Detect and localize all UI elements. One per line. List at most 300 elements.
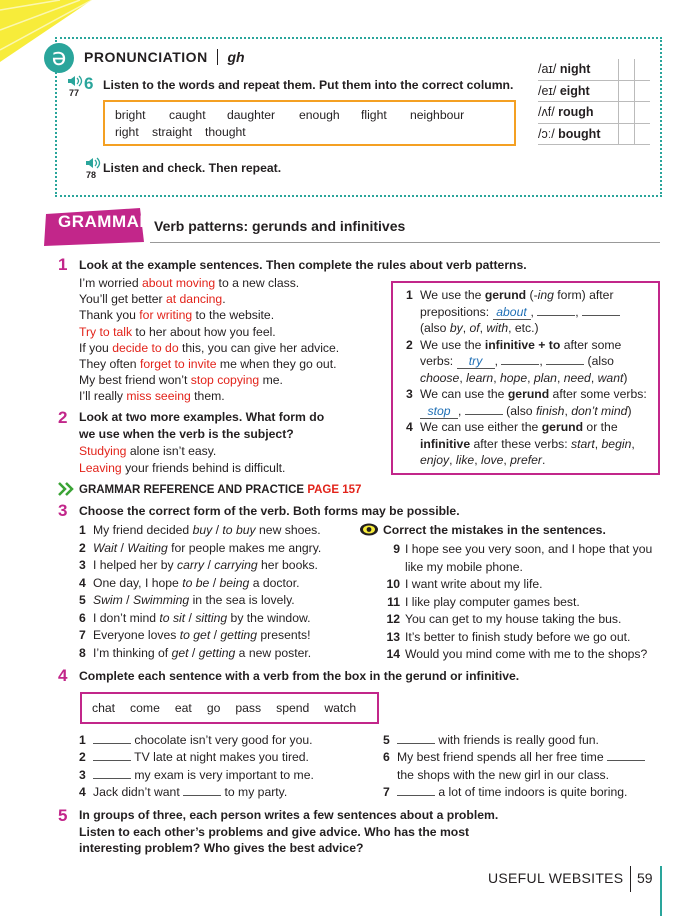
instruction-line: Look at two more examples. What form do — [79, 410, 325, 424]
text-part: , — [479, 321, 487, 335]
item-number: 9 — [393, 542, 400, 556]
option-separator: / — [122, 593, 133, 607]
exercise-number: 5 — [58, 806, 68, 825]
item-text — [405, 646, 647, 664]
text-part: form) after — [553, 288, 614, 302]
text-part: by — [449, 321, 463, 335]
text-part: My best friend spends all her free time — [397, 750, 607, 765]
text-part: a lot of time indoors is quite boring. — [435, 784, 628, 799]
highlight: forget to invite — [139, 357, 217, 372]
text-part: plan — [533, 370, 557, 385]
speaker-icon[interactable] — [67, 75, 83, 87]
answer-blank[interactable] — [607, 749, 645, 761]
text-part: need — [563, 370, 591, 385]
choice-item — [79, 645, 321, 663]
gap-fill-list — [383, 732, 663, 801]
highlight: at dancing — [165, 292, 223, 307]
rule-number: 4 — [406, 420, 413, 434]
item-number: 4 — [79, 575, 86, 590]
text-part: hope — [499, 370, 528, 385]
footer-divider — [630, 866, 631, 892]
text-part: gerund — [507, 387, 550, 401]
choice-list — [79, 522, 321, 662]
item-text: One day, I hope — [93, 575, 183, 590]
text-part: learn — [466, 370, 494, 385]
verb-option: eat — [174, 700, 192, 715]
option[interactable]: carrying — [214, 558, 258, 572]
track-number: 77 — [69, 88, 80, 98]
text-part: finish — [535, 403, 565, 418]
word-item: enough — [299, 108, 340, 122]
text-part: (also — [420, 321, 450, 335]
text-part: We can use either the — [420, 420, 542, 434]
text-part: , — [631, 436, 635, 451]
mistakes-list — [383, 541, 663, 664]
option[interactable]: getting — [220, 628, 257, 642]
sentence-text: me. — [259, 373, 283, 388]
answer-cell[interactable] — [618, 124, 634, 145]
exercise-instruction: Choose the correct form of the verb. Both forms may be possible. — [79, 504, 460, 518]
text-part: , — [503, 453, 511, 467]
item-text — [405, 611, 621, 629]
pronunciation-sound: gh — [227, 49, 245, 65]
verb-box — [80, 692, 379, 724]
grammar-heading: Verb patterns: gerunds and infinitives — [154, 218, 406, 234]
highlight: Leaving — [79, 460, 122, 475]
text-part: enjoy — [420, 453, 450, 467]
answer-cell[interactable] — [618, 59, 634, 80]
item-number: 5 — [383, 733, 390, 747]
verb-option: come — [130, 700, 160, 715]
item-text — [397, 784, 627, 801]
pronunciation-title: PRONUNCIATION — [84, 49, 208, 65]
text-part: , — [449, 453, 456, 467]
mistake-item — [383, 541, 663, 576]
sentence-text: My best friend won’t — [79, 373, 191, 388]
rule-number: 3 — [406, 387, 413, 401]
item-text: I’m thinking of — [93, 645, 172, 660]
option[interactable]: carry — [177, 558, 205, 572]
sentence-text: alone isn’t easy. — [126, 444, 217, 458]
example-sentence — [79, 356, 339, 372]
item-text: a doctor. — [249, 575, 300, 590]
pronunciation-header — [84, 49, 245, 67]
item-number: 2 — [79, 540, 86, 555]
verb-option: chat — [92, 700, 116, 715]
item-number: 13 — [386, 629, 400, 644]
track-number: 78 — [86, 170, 97, 180]
answer-cell[interactable] — [634, 124, 650, 145]
heading-rule — [150, 242, 660, 243]
text-part: We can use the — [420, 387, 508, 401]
rule-number: 2 — [406, 337, 413, 352]
item-number: 6 — [79, 610, 86, 625]
text-line — [397, 784, 627, 801]
item-text: Jack didn’t want — [93, 784, 184, 799]
instruction-line: we use when the verb is the subject? — [79, 426, 294, 441]
item-text — [397, 749, 645, 784]
text-part: , — [459, 370, 467, 385]
choice-item — [79, 522, 321, 540]
text-line: Would you mind come with me to the shops? — [405, 647, 648, 661]
item-number: 10 — [386, 577, 400, 591]
instruction-line: interesting problem? Who gives the best advice? — [79, 841, 364, 855]
rule-item: 2 We use the infinitive + to after some verbs: try , , (also choose, learn, hope, plan, need, want) — [406, 337, 628, 385]
text-part: , — [527, 370, 534, 385]
rule-number: 1 — [406, 288, 413, 302]
word-row — [115, 124, 514, 141]
item-text — [405, 541, 652, 576]
text-part: (also — [584, 354, 614, 368]
example-word: eight — [556, 83, 590, 98]
exercise-number: 1 — [58, 255, 68, 274]
mistake-item — [383, 611, 663, 629]
answer-blank[interactable] — [397, 732, 435, 744]
pronunciation-symbol — [44, 43, 74, 73]
item-number: 2 — [79, 750, 86, 765]
sentence-text: Thank you — [79, 308, 140, 323]
text-part: , — [493, 370, 500, 385]
sentence-text: me when they go out. — [216, 357, 337, 372]
text-part: or the — [583, 420, 618, 434]
option[interactable]: Swimming — [132, 593, 190, 607]
option[interactable]: get — [171, 645, 189, 660]
sound-column-row — [538, 81, 650, 103]
answer-fill: stop — [420, 405, 458, 419]
answer-blank[interactable] — [537, 304, 575, 316]
gap-item — [79, 749, 314, 766]
exercise-instruction: Look at the example sentences. Then complete the rules about verb patterns. — [79, 258, 527, 272]
text-part: after some verbs: — [549, 387, 647, 401]
reference-page[interactable]: PAGE 157 — [307, 484, 362, 496]
rule-item — [406, 419, 656, 469]
choice-item — [79, 592, 321, 610]
item-number: 5 — [79, 593, 86, 607]
item-text: by the window. — [227, 610, 311, 625]
highlight: for writing — [139, 308, 193, 323]
exercise-instruction — [79, 807, 498, 857]
option-separator: / — [209, 575, 220, 590]
example-word: bought — [554, 126, 601, 141]
sentence-text: I’m worried — [79, 276, 142, 290]
word-item: thought — [205, 124, 246, 139]
item-number: 1 — [79, 733, 86, 747]
ipa-symbol: /eɪ/ — [538, 83, 557, 98]
ipa-symbol: /ɔː/ — [538, 126, 555, 141]
example-word: rough — [554, 105, 594, 119]
exercise-number: 6 — [84, 74, 94, 93]
highlight: about moving — [141, 276, 216, 290]
rule-item: 1 We use the gerund (-ing form) after prepositions: about , , (also by, of, with, etc.) — [406, 287, 656, 337]
answer-cell[interactable] — [634, 59, 650, 80]
text-part: , etc.) — [508, 321, 539, 335]
text-part: , — [590, 370, 598, 385]
instruction-line: In groups of three, each person writes a few sentences about a problem. — [79, 808, 499, 822]
option[interactable]: being — [219, 575, 250, 590]
text-part: gerund — [541, 420, 584, 434]
item-text: chocolate isn’t very good for you. — [131, 733, 313, 747]
example-sentence — [79, 291, 339, 307]
answer-blank[interactable] — [501, 353, 539, 365]
choice-item — [79, 627, 321, 645]
footer-section: USEFUL WEBSITES — [488, 870, 624, 886]
item-text: TV late at night makes you tired. — [131, 750, 309, 765]
item-number: 8 — [79, 645, 86, 660]
sound-column-label — [538, 126, 618, 143]
speaker-icon[interactable] — [85, 157, 101, 169]
item-number: 14 — [386, 647, 400, 661]
page-number: 59 — [637, 870, 653, 886]
option[interactable]: getting — [198, 645, 236, 660]
text-line: I like play computer games best. — [405, 594, 580, 609]
exercise-instruction — [79, 409, 324, 442]
text-part: love — [481, 453, 504, 467]
rule-item: 3 We can use the gerund after some verbs: stop , (also finish, don’t mind) — [406, 387, 647, 418]
sound-column-label — [538, 104, 618, 121]
exercise-instruction: Correct the mistakes in the sentences. — [383, 523, 606, 537]
answer-cell[interactable] — [618, 81, 634, 102]
sentence-text: If you — [79, 340, 113, 355]
sentence-text: to her about how you feel. — [132, 324, 276, 339]
footer-accent — [660, 866, 662, 916]
gap-item — [79, 767, 314, 784]
answer-cell[interactable] — [618, 102, 634, 123]
mistake-item — [383, 629, 663, 647]
word-item: right — [115, 124, 139, 139]
example-sentence — [79, 372, 339, 388]
item-number: 11 — [387, 594, 400, 609]
option-separator: / — [117, 540, 128, 555]
text-part: start — [571, 436, 595, 451]
text-part: prefer — [510, 453, 542, 467]
sentence-text: . — [222, 292, 226, 307]
text-part: want — [597, 370, 624, 385]
option-separator: / — [210, 628, 221, 642]
option-separator: / — [188, 645, 199, 660]
example-sentences — [79, 275, 339, 405]
answer-blank[interactable] — [546, 353, 584, 365]
example-sentence — [79, 388, 339, 404]
highlight: miss seeing — [126, 389, 191, 404]
verb-option: watch — [324, 700, 357, 715]
option[interactable]: to sit — [159, 610, 186, 625]
text-part: (also — [502, 403, 536, 418]
item-text — [405, 576, 543, 594]
word-item: bright — [115, 108, 146, 122]
answer-blank[interactable] — [93, 767, 131, 779]
text-part: with friends is really good fun. — [435, 733, 599, 747]
gap-item — [79, 732, 314, 749]
answer-blank[interactable] — [93, 749, 131, 761]
item-number: 3 — [79, 558, 86, 572]
text-part: infinitive — [420, 436, 471, 451]
item-number: 6 — [383, 750, 390, 765]
text-part: ing — [537, 288, 554, 302]
ipa-symbol: /aɪ/ — [538, 62, 557, 76]
choice-item — [79, 557, 321, 575]
highlight: stop copying — [190, 373, 260, 388]
text-part: don’t mind — [571, 403, 628, 418]
text-line — [397, 749, 645, 766]
word-item: flight — [361, 108, 387, 122]
sentence-text: You’ll get better — [79, 292, 166, 307]
text-part: , — [556, 370, 564, 385]
instruction-line: Listen to each other’s problems and give advice. Who has the most — [79, 824, 470, 839]
word-item: straight — [152, 124, 192, 139]
item-number: 12 — [386, 612, 400, 626]
grammar-tab-label: GRAMMAR — [58, 212, 153, 231]
text-part: with — [486, 321, 509, 335]
example-sentence — [79, 324, 339, 340]
item-text: to my party. — [221, 784, 288, 799]
answer-cell[interactable] — [634, 81, 650, 102]
schwa-glyph: ə — [51, 43, 67, 71]
choice-item — [79, 540, 321, 558]
item-number: 7 — [79, 628, 86, 642]
text-line: I hope see you very soon, and I hope that you — [405, 542, 653, 556]
item-text: her books. — [257, 558, 318, 572]
text-part: We use the — [420, 337, 485, 352]
option[interactable]: to buy — [222, 523, 256, 537]
rules-list — [406, 287, 656, 469]
sentence-text: to the website. — [192, 308, 275, 323]
text-part: begin — [601, 436, 632, 451]
option[interactable]: to get — [179, 628, 211, 642]
sentence-text: to a new class. — [215, 276, 300, 290]
item-text: new shoes. — [255, 523, 321, 537]
text-line: It’s better to finish study before we go out. — [405, 629, 631, 644]
item-text: I don’t mind — [93, 610, 160, 625]
exercise-instruction: Complete each sentence with a verb from the box in the gerund or infinitive. — [79, 669, 520, 683]
text-part: (- — [526, 288, 538, 302]
gap-item — [79, 784, 314, 801]
answer-blank[interactable] — [582, 304, 620, 316]
exercise-instruction: Listen to the words and repeat them. Put them into the correct column. — [103, 78, 514, 92]
option-separator: / — [204, 558, 215, 572]
sentence-text: They often — [79, 357, 140, 372]
option[interactable]: buy — [192, 523, 213, 537]
text-part: after some — [560, 337, 622, 352]
option[interactable]: sitting — [195, 610, 228, 625]
item-text: a new poster. — [235, 645, 312, 660]
word-item: daughter — [227, 108, 276, 122]
choice-item — [79, 610, 321, 628]
text-part: We use the — [420, 288, 485, 302]
text-line: I want write about my life. — [405, 577, 543, 591]
item-text — [397, 732, 599, 749]
ipa-symbol: /ʌf/ — [538, 105, 555, 119]
text-part: , — [474, 453, 481, 467]
mistake-item — [383, 646, 663, 664]
highlight: decide to do — [112, 340, 179, 355]
item-text: my exam is very important to me. — [131, 767, 314, 782]
choice-item — [79, 575, 321, 593]
gap-item — [383, 749, 663, 784]
item-text: presents! — [256, 628, 311, 642]
verb-option: go — [206, 700, 221, 715]
item-text: for people makes me angry. — [167, 540, 322, 555]
sound-columns-table — [538, 59, 650, 145]
text-part: like — [455, 453, 475, 467]
mistake-item — [383, 576, 663, 594]
item-number: 7 — [383, 784, 390, 799]
title-divider — [217, 49, 218, 65]
grammar-reference-link[interactable] — [79, 482, 361, 499]
answer-blank[interactable] — [465, 403, 503, 415]
item-number: 1 — [79, 523, 86, 537]
item-number: 3 — [79, 767, 86, 782]
example-sentence — [79, 275, 339, 291]
text-part: after these verbs: — [470, 436, 572, 451]
item-text — [405, 594, 580, 612]
text-part: . — [541, 453, 546, 467]
sound-column-row — [538, 59, 650, 81]
answer-fill: try — [457, 355, 495, 369]
text-part: verbs: — [420, 354, 457, 368]
sound-column-row — [538, 102, 650, 124]
word-item: neighbour — [410, 108, 465, 122]
text-part: infinitive + to — [484, 337, 561, 352]
text-line: You can get to my house taking the bus. — [405, 612, 622, 626]
reference-label: GRAMMAR REFERENCE AND PRACTICE — [79, 484, 305, 496]
sound-column-label — [538, 83, 618, 100]
sentence-text: I’ll really — [79, 389, 127, 404]
answer-blank[interactable] — [93, 732, 131, 744]
text-part: , — [594, 436, 602, 451]
double-chevron-icon — [58, 482, 76, 496]
word-box — [103, 100, 516, 146]
gap-item — [383, 784, 663, 801]
option-separator: / — [212, 523, 223, 537]
item-text: I helped her by — [93, 558, 178, 572]
word-row — [115, 107, 514, 124]
answer-blank[interactable] — [183, 784, 221, 796]
sentence-text: them. — [190, 389, 225, 404]
text-part: , — [564, 403, 572, 418]
example-word: night — [556, 62, 591, 76]
text-line — [397, 732, 599, 749]
verb-option: spend — [276, 700, 310, 715]
word-item: caught — [169, 108, 206, 122]
example-sentence — [79, 340, 339, 356]
verb-option: pass — [235, 700, 262, 715]
option[interactable]: Waiting — [127, 540, 168, 555]
text-part: of — [469, 321, 480, 335]
exercise-number: 4 — [58, 666, 68, 685]
highlight: Studying — [79, 444, 127, 458]
answer-blank[interactable] — [397, 784, 435, 796]
sentence-text: this, you can give her advice. — [178, 340, 340, 355]
item-number: 4 — [79, 784, 86, 799]
option[interactable]: to be — [182, 575, 210, 590]
highlight: Try to talk — [79, 324, 133, 339]
option-separator: / — [185, 610, 196, 625]
sound-column-label — [538, 61, 618, 78]
option[interactable]: Wait — [93, 540, 118, 555]
sentence-text: your friends behind is difficult. — [121, 460, 286, 475]
item-text: My friend decided — [93, 523, 193, 537]
text-part: ) — [627, 403, 632, 418]
sound-column-row — [538, 124, 650, 146]
text-part: prepositions: — [420, 304, 493, 319]
item-text: in the sea is lovely. — [189, 593, 295, 607]
text-part: , — [462, 321, 470, 335]
text-line: like my mobile phone. — [405, 559, 523, 574]
option[interactable]: Swim — [93, 593, 123, 607]
exercise-number: 2 — [58, 408, 68, 427]
answer-cell[interactable] — [634, 102, 650, 123]
eye-icon — [359, 522, 379, 537]
